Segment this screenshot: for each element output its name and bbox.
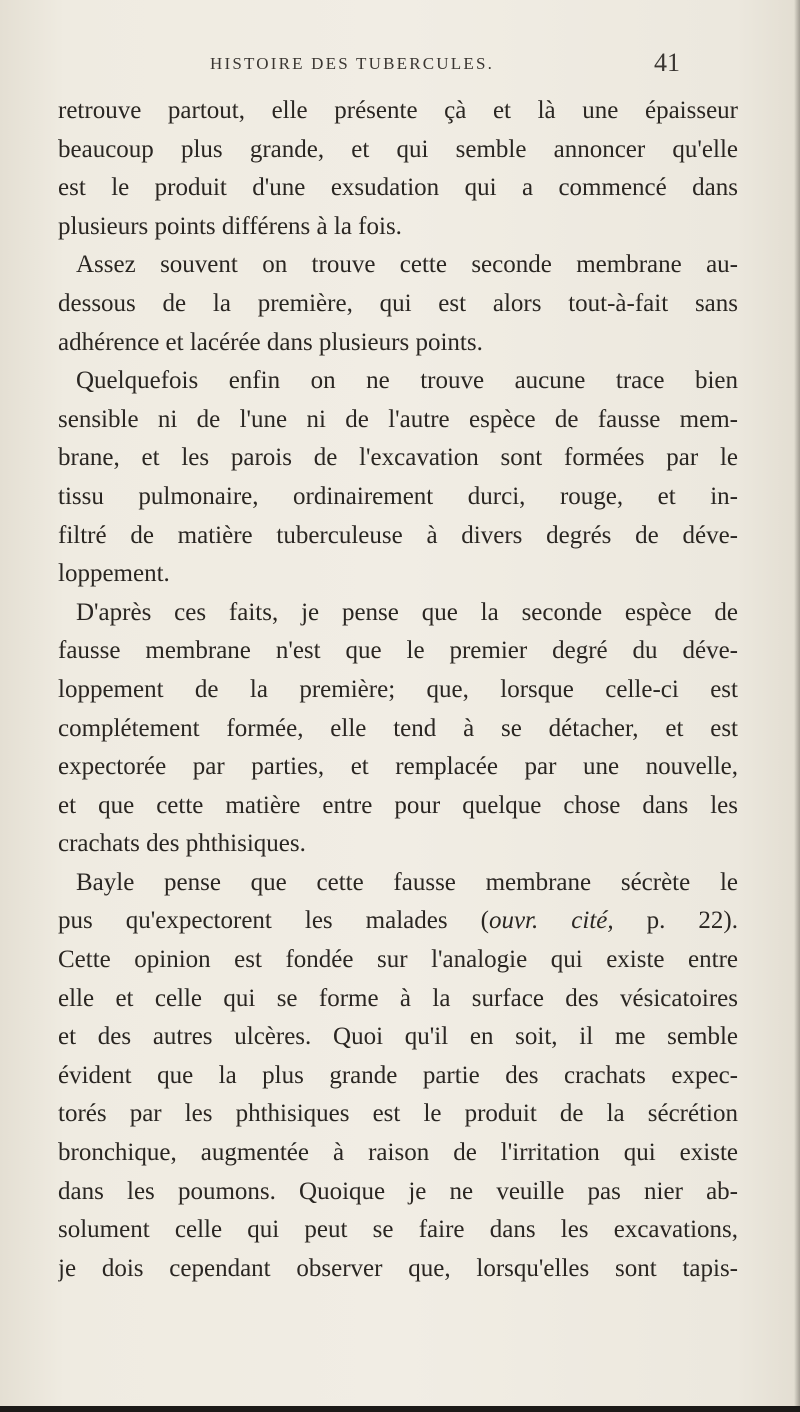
text-line: elle et celle qui se forme à la surface des vésicatoires (58, 984, 738, 1012)
text-line: évident que la plus grande partie des crachats expec- (58, 1061, 738, 1089)
text-line: loppement de la première; que, lorsque celle-ci est (58, 675, 738, 703)
text-line: bronchique, augmentée à raison de l'irritation qui existe (58, 1139, 738, 1167)
text-line: Assez souvent on trouve cette seconde membrane au- (76, 251, 738, 279)
text-line: beaucoup plus grande, et qui semble annoncer qu'elle (58, 135, 738, 163)
text-line: solument celle qui peut se faire dans les excavations, (58, 1216, 738, 1244)
text-line: complétement formée, elle tend à se détacher, et est (58, 714, 738, 742)
text-segment: p. 22). (613, 907, 738, 935)
text-line: tissu pulmonaire, ordinairement durci, rouge, et in- (58, 482, 738, 510)
text-line: et que cette matière entre pour quelque chose dans les (58, 791, 738, 819)
text-line: adhérence et lacérée dans plusieurs points. (58, 328, 483, 356)
text-line: Cette opinion est fondée sur l'analogie qui existe entre (58, 946, 738, 974)
text-line: retrouve partout, elle présente çà et là une épaisseur (58, 97, 738, 124)
text-line: brane, et les parois de l'excavation sont formées par le (58, 444, 738, 472)
text-segment: pus qu'expectorent les malades ( (58, 907, 489, 935)
page-header (210, 48, 680, 84)
text-line: est le produit d'une exsudation qui a commencé dans (58, 174, 738, 202)
text-line: sensible ni de l'une ni de l'autre espèce de fausse mem- (58, 405, 738, 433)
page-number: 41 (654, 48, 680, 77)
text-line: fausse membrane n'est que le premier degré du déve- (58, 637, 738, 665)
text-line: crachats des phthisiques. (58, 830, 306, 858)
text-line: expectorée par parties, et remplacée par une nouvelle, (58, 753, 738, 781)
text-line: D'après ces faits, je pense que la seconde espèce de (76, 598, 738, 626)
text-line: et des autres ulcères. Quoi qu'il en soit, il me semble (58, 1023, 738, 1051)
text-line: filtré de matière tuberculeuse à divers degrés de déve- (58, 521, 738, 549)
text-line: je dois cependant observer que, lorsqu'elles sont tapis- (58, 1254, 738, 1282)
text-line: Quelquefois enfin on ne trouve aucune trace bien (76, 367, 738, 395)
text-line: torés par les phthisiques est le produit de la sécrétion (58, 1100, 738, 1128)
text-line: dessous de la première, qui est alors tout-à-fait sans (58, 289, 738, 317)
text-line-with-citation (58, 902, 738, 941)
text-line: Bayle pense que cette fausse membrane sécrète le (76, 868, 738, 896)
body-text (58, 92, 738, 1392)
italic-citation: ouvr. cité, (488, 907, 614, 935)
page-binding-shadow (794, 0, 800, 1412)
running-title: HISTOIRE DES TUBERCULES. (210, 54, 495, 73)
bottom-edge-rule (0, 1406, 800, 1412)
text-line: loppement. (58, 560, 170, 588)
text-line: dans les poumons. Quoique je ne veuille pas nier ab- (58, 1177, 738, 1205)
text-line: plusieurs points différens à la fois. (58, 212, 402, 240)
